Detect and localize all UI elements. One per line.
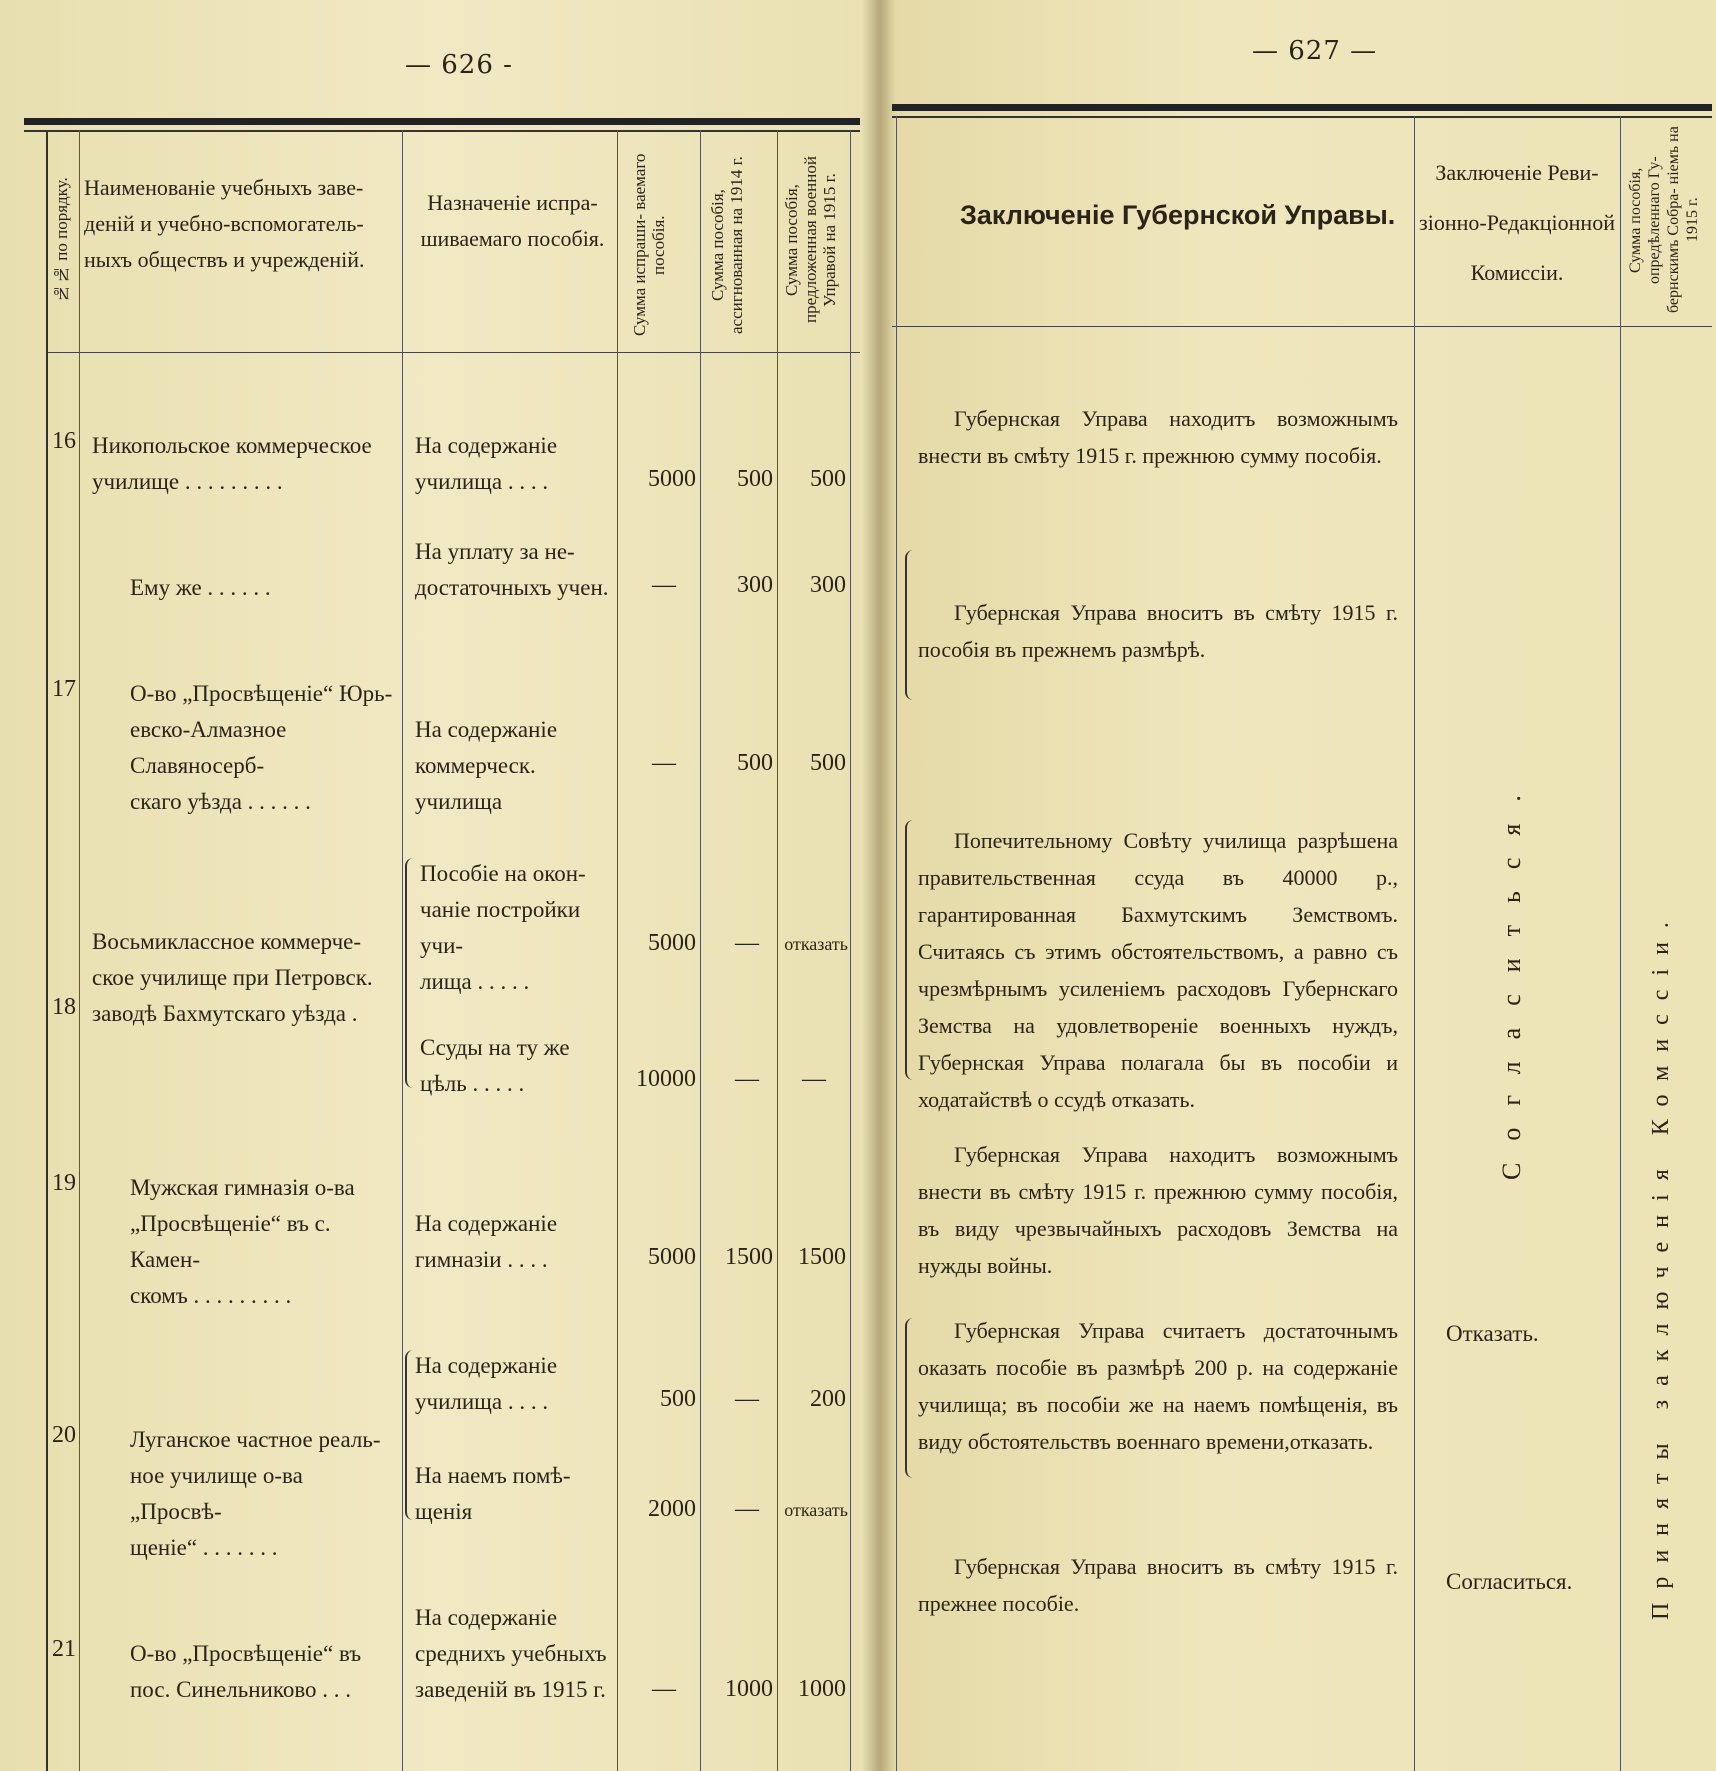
assigned-sum: 300 [737,572,773,598]
table-top-rule [24,118,860,125]
assigned-sum: 1500 [725,1244,773,1270]
proposed-sum: отказать [784,1500,848,1520]
header-line: Наименованіе учебныхъ заве- [84,175,364,200]
purpose [420,1030,613,1102]
purpose [415,534,613,606]
text-line: училище . . . . . . . . . [92,469,283,494]
purpose [415,1206,613,1278]
conclusion-paragraph: Попечительному Совѣту училища разрѣшена правительственная ссуда въ 40000 р., гарантированная Бахмутскимъ Земствомъ. Считаясь съ этимъ обстоятельствомъ, а равно съ чрезмѣрнымъ усиленіемъ расходовъ Губернскаго Земства на удовлетвореніе военныхъ нуждъ, Губернская Управа полагала бы въ пособіи и ходатайствѣ о ссудѣ отказать. [918,828,1398,1112]
header-final-sum: Сумма пособія, опредѣленнаго Гу- бернскимъ Собра- ніемъ на 1915 г. [1627,126,1701,314]
commission-agree: Согласиться. [1446,1569,1573,1594]
text-line: коммерческ. училища [415,753,536,814]
header-revision [1418,148,1616,298]
text-line: Восьмиклассное коммерче- [92,929,362,954]
text-line: О-во „Просвѣщеніе“ Юрь- [130,681,393,706]
assigned-sum: 500 [737,466,773,492]
header-purpose [410,185,615,257]
institution-name [130,570,397,606]
col-divider [700,130,701,1771]
text-line: Никопольское коммерческое [92,433,372,458]
book-gutter [862,0,896,1771]
brace [405,858,417,1088]
row-number: 19 [52,1170,76,1196]
purpose [415,712,613,820]
text-line: „Просвѣщеніе“ въ с. Камен- [130,1211,331,1272]
text-line: евско-Алмазное Славяносерб- [130,717,287,778]
requested-sum: — [652,1676,676,1702]
col-divider [46,130,48,1771]
header-proposed-1915: Сумма пособія, предложенная военной Управой на 1915 г. [782,156,839,324]
row-number: 20 [52,1422,76,1448]
col-divider [79,130,80,1771]
institution-name [92,924,397,1032]
col-divider [402,130,403,1771]
row-number: 21 [52,1636,76,1662]
col-divider [1620,116,1621,1771]
text-line: заведеній въ 1915 г. [415,1677,606,1702]
text-line: среднихъ учебныхъ [415,1641,607,1666]
conclusion-paragraph: Губернская Управа вноситъ въ смѣту 1915 г. пособія въ прежнемъ размѣрѣ. [918,600,1398,662]
text-line: На содержаніе [415,1605,558,1630]
conclusion-paragraph: Губернская Управа считаетъ достаточнымъ оказать пособіе въ размѣрѣ 200 р. на содержаніе училища; въ пособіи же на наемъ помѣщенія, въ виду обстоятельствъ военнаго времени,отказать. [918,1318,1398,1454]
proposed-sum: 500 [810,466,846,492]
assigned-sum: — [735,930,759,956]
text-line: На содержаніе [415,1211,558,1236]
header-line: ныхъ обществъ и учрежденій. [84,247,365,272]
text-line: ское училище при Петровск. [92,965,373,990]
institution-name [92,428,397,500]
table-top-rule-thin [24,130,860,132]
header-line: деній и учебно-вспомогатель- [84,211,364,236]
header-gub-uprava: Заключеніе Губернской Управы. [960,200,1396,230]
col-divider [896,116,897,1771]
proposed-sum: 500 [810,750,846,776]
header-bottom-rule [892,326,1712,327]
assigned-sum: 1000 [725,1676,773,1702]
proposed-sum: 1500 [798,1244,846,1270]
requested-sum: 10000 [636,1066,696,1092]
assigned-sum: — [735,1386,759,1412]
text-line: На содержаніе [415,1353,558,1378]
institution-name [130,1636,397,1708]
final-decision-vertical: Приняты заключенія Комиссіи. [1648,908,1674,1620]
header-number: №№ по порядку. [52,177,71,303]
text-line: На уплату за не- [415,539,575,564]
header-requested: Сумма испраши- ваемаго пособія. [630,153,668,337]
text-line: Ссуды на ту же [420,1035,570,1060]
purpose [415,1458,613,1530]
brace [905,820,917,1080]
assigned-sum: — [735,1496,759,1522]
table-top-rule-thin [892,116,1712,118]
row-number: 16 [52,428,76,454]
proposed-sum: — [802,1066,826,1092]
text-line: достаточныхъ учен. [415,575,609,600]
col-divider [1414,116,1415,1771]
text-line: училища . . . . [415,469,549,494]
row-number: 17 [52,676,76,702]
text-line: На содержаніе [415,433,558,458]
commission-refuse: Отказать. [1446,1321,1539,1346]
text-line: На наемъ помѣ- [415,1463,571,1488]
row-number: 18 [52,994,76,1020]
proposed-sum: отказать [784,934,848,954]
text-line: заводѣ Бахмутскаго уѣзда . [92,1001,358,1026]
conclusion-paragraph: Губернская Управа находитъ возможнымъ внести въ смѣту 1915 г. прежнюю сумму пособія, въ виду чрезвычайныхъ расходовъ Земства на нужды войны. [918,1142,1398,1278]
conclusion-paragraph: Губернская Управа вноситъ въ смѣту 1915 г. прежнее пособіе. [918,1554,1398,1616]
institution-name [130,1170,397,1314]
text-line: Пособіе на окон- [420,861,586,886]
table-top-rule [892,104,1712,111]
header-assigned-1914: Сумма пособія, ассигнованная на 1914 г. [708,156,746,334]
commission-agree-vertical: Согласиться. [1497,773,1526,1180]
text-line: Луганское частное реаль- [130,1427,381,1452]
page-number-left: — 626 - [405,50,513,80]
requested-sum: 5000 [648,466,696,492]
header-line: Назначеніе испра- [427,190,598,215]
text-line: лища . . . . . [420,969,530,994]
header-line: шиваемаго пособія. [420,226,605,251]
col-divider [617,130,618,1771]
text-line: скаго уѣзда . . . . . . [130,789,311,814]
text-line: щеніе“ . . . . . . . [130,1535,278,1560]
brace [905,550,917,700]
purpose [415,1348,613,1420]
header-institution [84,170,399,278]
text-line: На содержаніе [415,717,558,742]
institution-name [130,1422,397,1566]
brace [905,1318,917,1478]
text-line: ное училище о-ва „Просвѣ- [130,1463,303,1524]
text-line: щенія [415,1499,473,1524]
proposed-sum: 200 [810,1386,846,1412]
text-line: чаніе постройки учи- [420,897,581,958]
header-line: зіонно-Редакціонной [1419,210,1615,235]
assigned-sum: 500 [737,750,773,776]
text-line: Мужская гимназія о-ва [130,1175,355,1200]
text-line: скомъ . . . . . . . . . [130,1283,292,1308]
text-line: гимназіи . . . . [415,1247,548,1272]
text-line: пос. Синельниково . . . [130,1677,352,1702]
requested-sum: 5000 [648,930,696,956]
page-number-right: — 627 — [1252,36,1378,66]
conclusion-paragraph: Губернская Управа находитъ возможнымъ внести въ смѣту 1915 г. прежнюю сумму пособія. [918,406,1398,468]
purpose [420,856,613,1000]
requested-sum: 2000 [648,1496,696,1522]
col-divider [850,130,851,1771]
purpose [415,1600,613,1708]
header-bottom-rule [46,352,860,353]
requested-sum: — [652,572,676,598]
header-line: Комиссіи. [1470,260,1564,285]
text-line: цѣль . . . . . [420,1071,525,1096]
institution-name [130,676,397,820]
text-line: училища . . . . [415,1389,549,1414]
text-line: Ему же . . . . . . [130,575,271,600]
header-line: Заключеніе Реви- [1435,160,1599,185]
purpose [415,428,613,500]
text-line: О-во „Просвѣщеніе“ въ [130,1641,362,1666]
requested-sum: 5000 [648,1244,696,1270]
assigned-sum: — [735,1066,759,1092]
proposed-sum: 1000 [798,1676,846,1702]
proposed-sum: 300 [810,572,846,598]
requested-sum: — [652,750,676,776]
requested-sum: 500 [660,1386,696,1412]
